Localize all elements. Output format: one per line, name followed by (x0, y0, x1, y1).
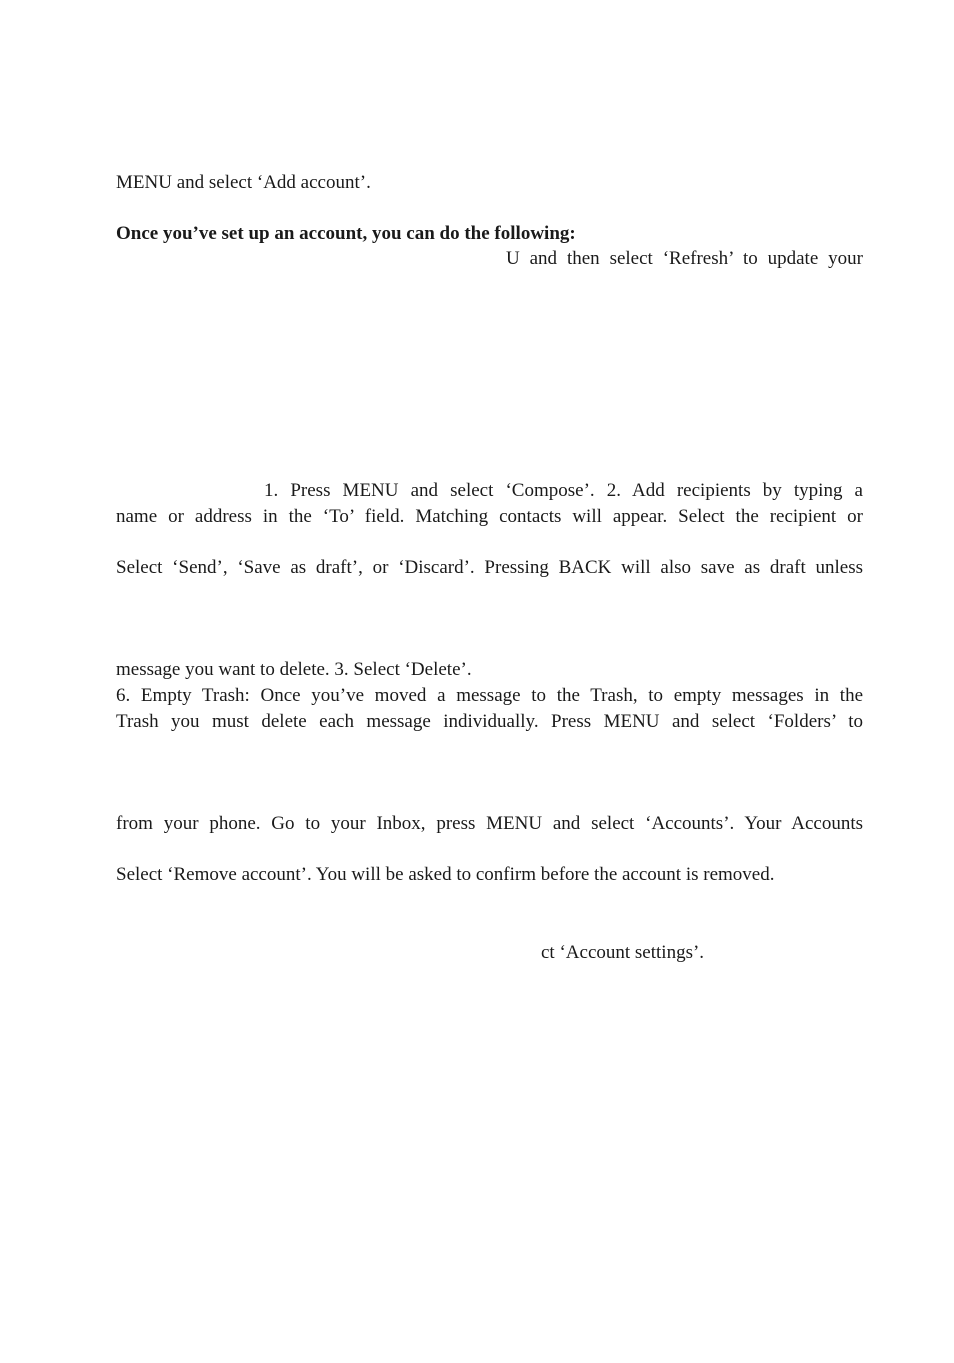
text-line-empty-trash: 6. Empty Trash: Once you’ve moved a message to the Trash, to empty messages in the (116, 685, 863, 706)
text-line-send-options: Select ‘Send’, ‘Save as draft’, or ‘Discard’. Pressing BACK will also save as draft unless (116, 557, 863, 578)
text-line-account-settings: ct ‘Account settings’. (541, 942, 705, 963)
text-line-recipients: name or address in the ‘To’ field. Matching contacts will appear. Select the recipient or (116, 506, 863, 527)
text-line-add-account: MENU and select ‘Add account’. (116, 172, 371, 193)
section-heading: Once you’ve set up an account, you can do the following: (116, 223, 576, 244)
text-line-refresh: U and then select ‘Refresh’ to update your (506, 248, 863, 269)
text-line-trash-folders: Trash you must delete each message individually. Press MENU and select ‘Folders’ to (116, 711, 863, 732)
text-line-delete: message you want to delete. 3. Select ‘Delete’. (116, 659, 472, 680)
text-line-accounts: from your phone. Go to your Inbox, press MENU and select ‘Accounts’. Your Accounts (116, 813, 863, 834)
text-line-compose: 1. Press MENU and select ‘Compose’. 2. Add recipients by typing a (264, 480, 863, 501)
text-line-remove-account: Select ‘Remove account’. You will be asked to confirm before the account is removed. (116, 864, 775, 885)
